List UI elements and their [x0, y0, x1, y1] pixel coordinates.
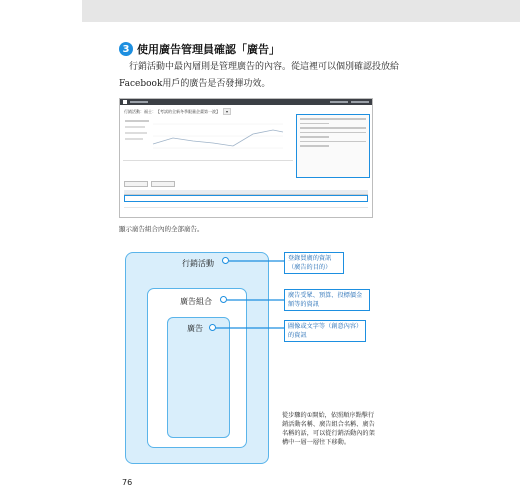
adset-label: 廣告組合 [180, 297, 212, 306]
section-title: 使用廣告管理員確認「廣告」 [137, 43, 280, 56]
page-number: 76 [122, 478, 133, 487]
campaign-note: 登錄買廣的資訊（廣告的目的） [284, 252, 344, 274]
ad-label: 廣告 [187, 324, 203, 333]
screenshot-caption: 顯示廣告組合內的全部廣告。 [119, 225, 204, 233]
screenshot-title: 行銷活動：福士：【考試的全新冬季限量企畫第一波】 ▾ [120, 105, 372, 116]
adset-note: 廣告受眾、預算、投標價金額等的資訊 [284, 289, 370, 311]
step-number-badge: 3 [119, 42, 133, 56]
ad-connector-dot [209, 324, 216, 331]
campaign-connector-dot [222, 257, 229, 264]
screenshot-title-text: 行銷活動：福士：【考試的全新冬季限量企畫第一波】 [124, 108, 220, 114]
body-paragraph: 行銷活動中最內層則是管理廣告的內容。從這裡可以個別確認投放給Facebook用戶的廣告是否發揮功效。 [119, 62, 400, 89]
ad-note: 圖像或文字等（創意內容）的資訊 [284, 320, 366, 342]
campaign-label: 行銷活動 [182, 259, 214, 268]
diagram-side-text: 從步驟的①開始，依照順序點擊行銷活動名稱、廣告組合名稱、廣告名稱的話，可以從行銷活動內的架構中一層一層往下移動。 [282, 412, 375, 446]
adset-connector-dot [220, 296, 227, 303]
